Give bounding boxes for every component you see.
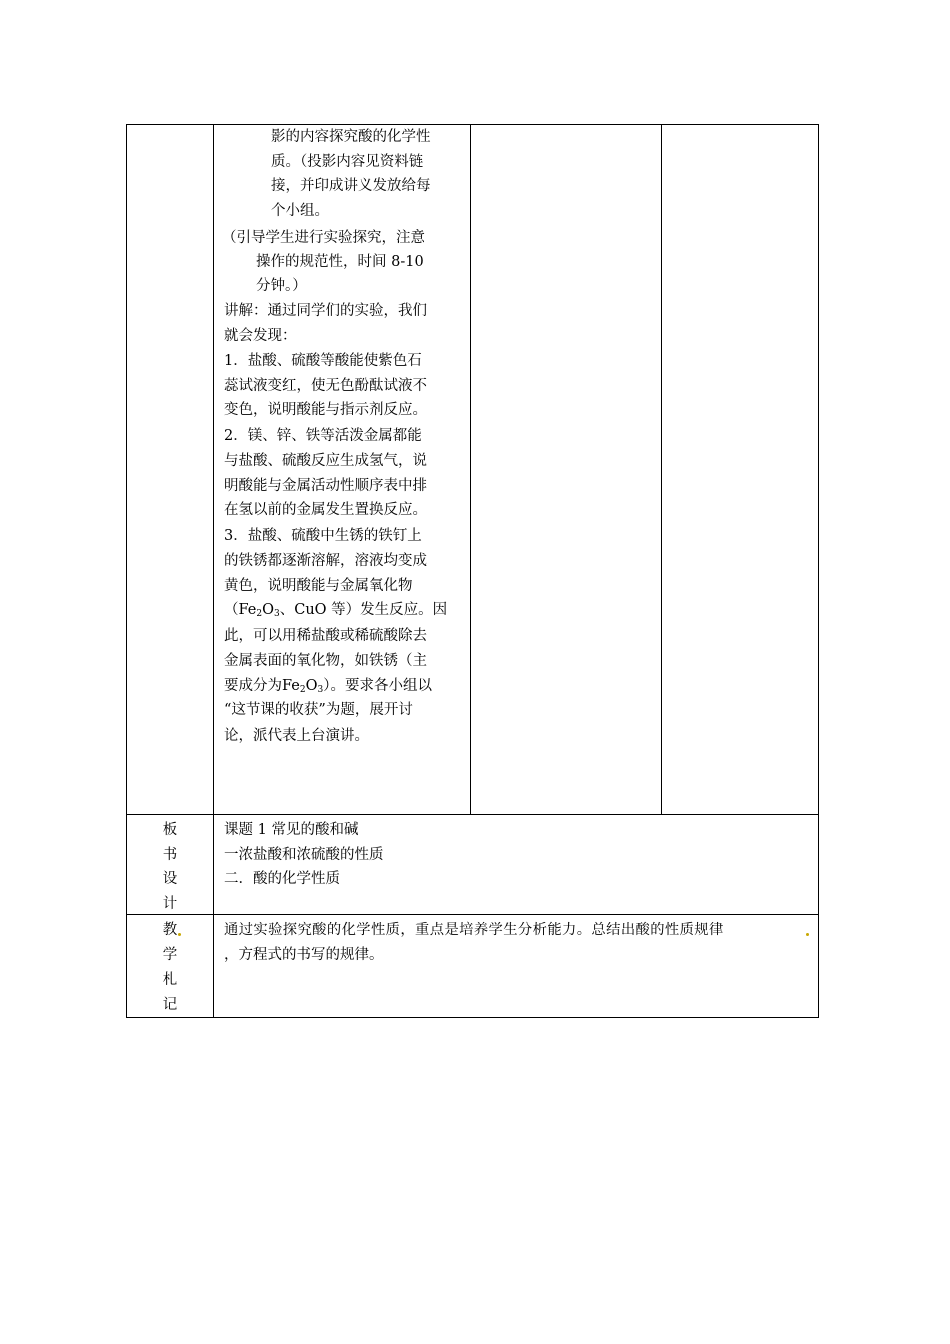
teaching-notes-line: 通过实验探究酸的化学性质，重点是培养学生分析能力。总结出酸的性质规律	[224, 922, 724, 938]
board-design-line: 课题 1 常见的酸和碱	[224, 822, 359, 838]
marker-dot-icon	[178, 933, 181, 936]
process-line: 1．盐酸、硫酸等酸能使紫色石	[224, 353, 422, 369]
process-line: 此，可以用稀盐酸或稀硫酸除去	[224, 628, 427, 644]
teaching-notes-label-char: 学	[162, 947, 178, 963]
process-line: 操作的规范性，时间 8-10	[256, 254, 424, 270]
process-line: 明酸能与金属活动性顺序表中排	[224, 478, 427, 494]
process-line: 论，派代表上台演讲。	[224, 728, 369, 744]
board-design-line: 一浓盐酸和浓硫酸的性质	[224, 847, 384, 863]
process-line: 影的内容探究酸的化学性	[271, 129, 431, 145]
column-divider-2	[470, 124, 471, 815]
teaching-notes-label-char: 记	[162, 997, 178, 1013]
board-design-label-char: 板	[162, 822, 178, 838]
row-divider-1	[126, 814, 819, 815]
process-line: 接，并印成讲义发放给每	[271, 178, 431, 194]
process-line: 在氢以前的金属发生置换反应。	[224, 502, 427, 518]
process-line-formula: （$Fe_2O_3$、CuO 等）发生反应。因	[224, 602, 448, 619]
teaching-notes-label-char: 札	[162, 972, 178, 988]
process-line: “这节课的收获”为题，展开讨	[224, 702, 413, 718]
board-design-label-char: 设	[162, 871, 178, 887]
process-line: 变色，说明酸能与指示剂反应。	[224, 402, 427, 418]
process-line: 分钟。）	[256, 278, 307, 294]
process-line: 3．盐酸、硫酸中生锈的铁钉上	[224, 528, 422, 544]
board-design-label-char: 计	[162, 896, 178, 912]
process-line: 与盐酸、硫酸反应生成氢气，说	[224, 453, 427, 469]
process-line: 金属表面的氧化物，如铁锈（主	[224, 653, 427, 669]
column-divider-3	[661, 124, 662, 815]
process-line: 2．镁、锌、铁等活泼金属都能	[224, 428, 422, 444]
process-line: 个小组。	[271, 203, 329, 219]
process-line-formula: 要成分为$Fe_2O_3$）。要求各小组以	[224, 678, 432, 695]
column-divider-1	[213, 124, 214, 1018]
marker-dot-icon	[806, 933, 809, 936]
process-line: （引导学生进行实验探究，注意	[222, 230, 425, 246]
teaching-notes-line: ，方程式的书写的规律。	[224, 947, 384, 963]
teaching-notes-label-char: 教	[162, 922, 178, 938]
process-line: 的铁锈都逐渐溶解，溶液均变成	[224, 553, 427, 569]
board-design-line: 二．酸的化学性质	[224, 871, 340, 887]
process-line: 讲解：通过同学们的实验，我们	[224, 303, 427, 319]
process-line: 黄色，说明酸能与金属氧化物	[224, 578, 413, 594]
process-line: 蕊试液变红，使无色酚酞试液不	[224, 378, 427, 394]
process-line: 就会发现：	[224, 328, 297, 344]
row-divider-2	[126, 914, 819, 915]
process-line: 质。（投影内容见资料链	[271, 154, 424, 170]
board-design-label-char: 书	[162, 847, 178, 863]
